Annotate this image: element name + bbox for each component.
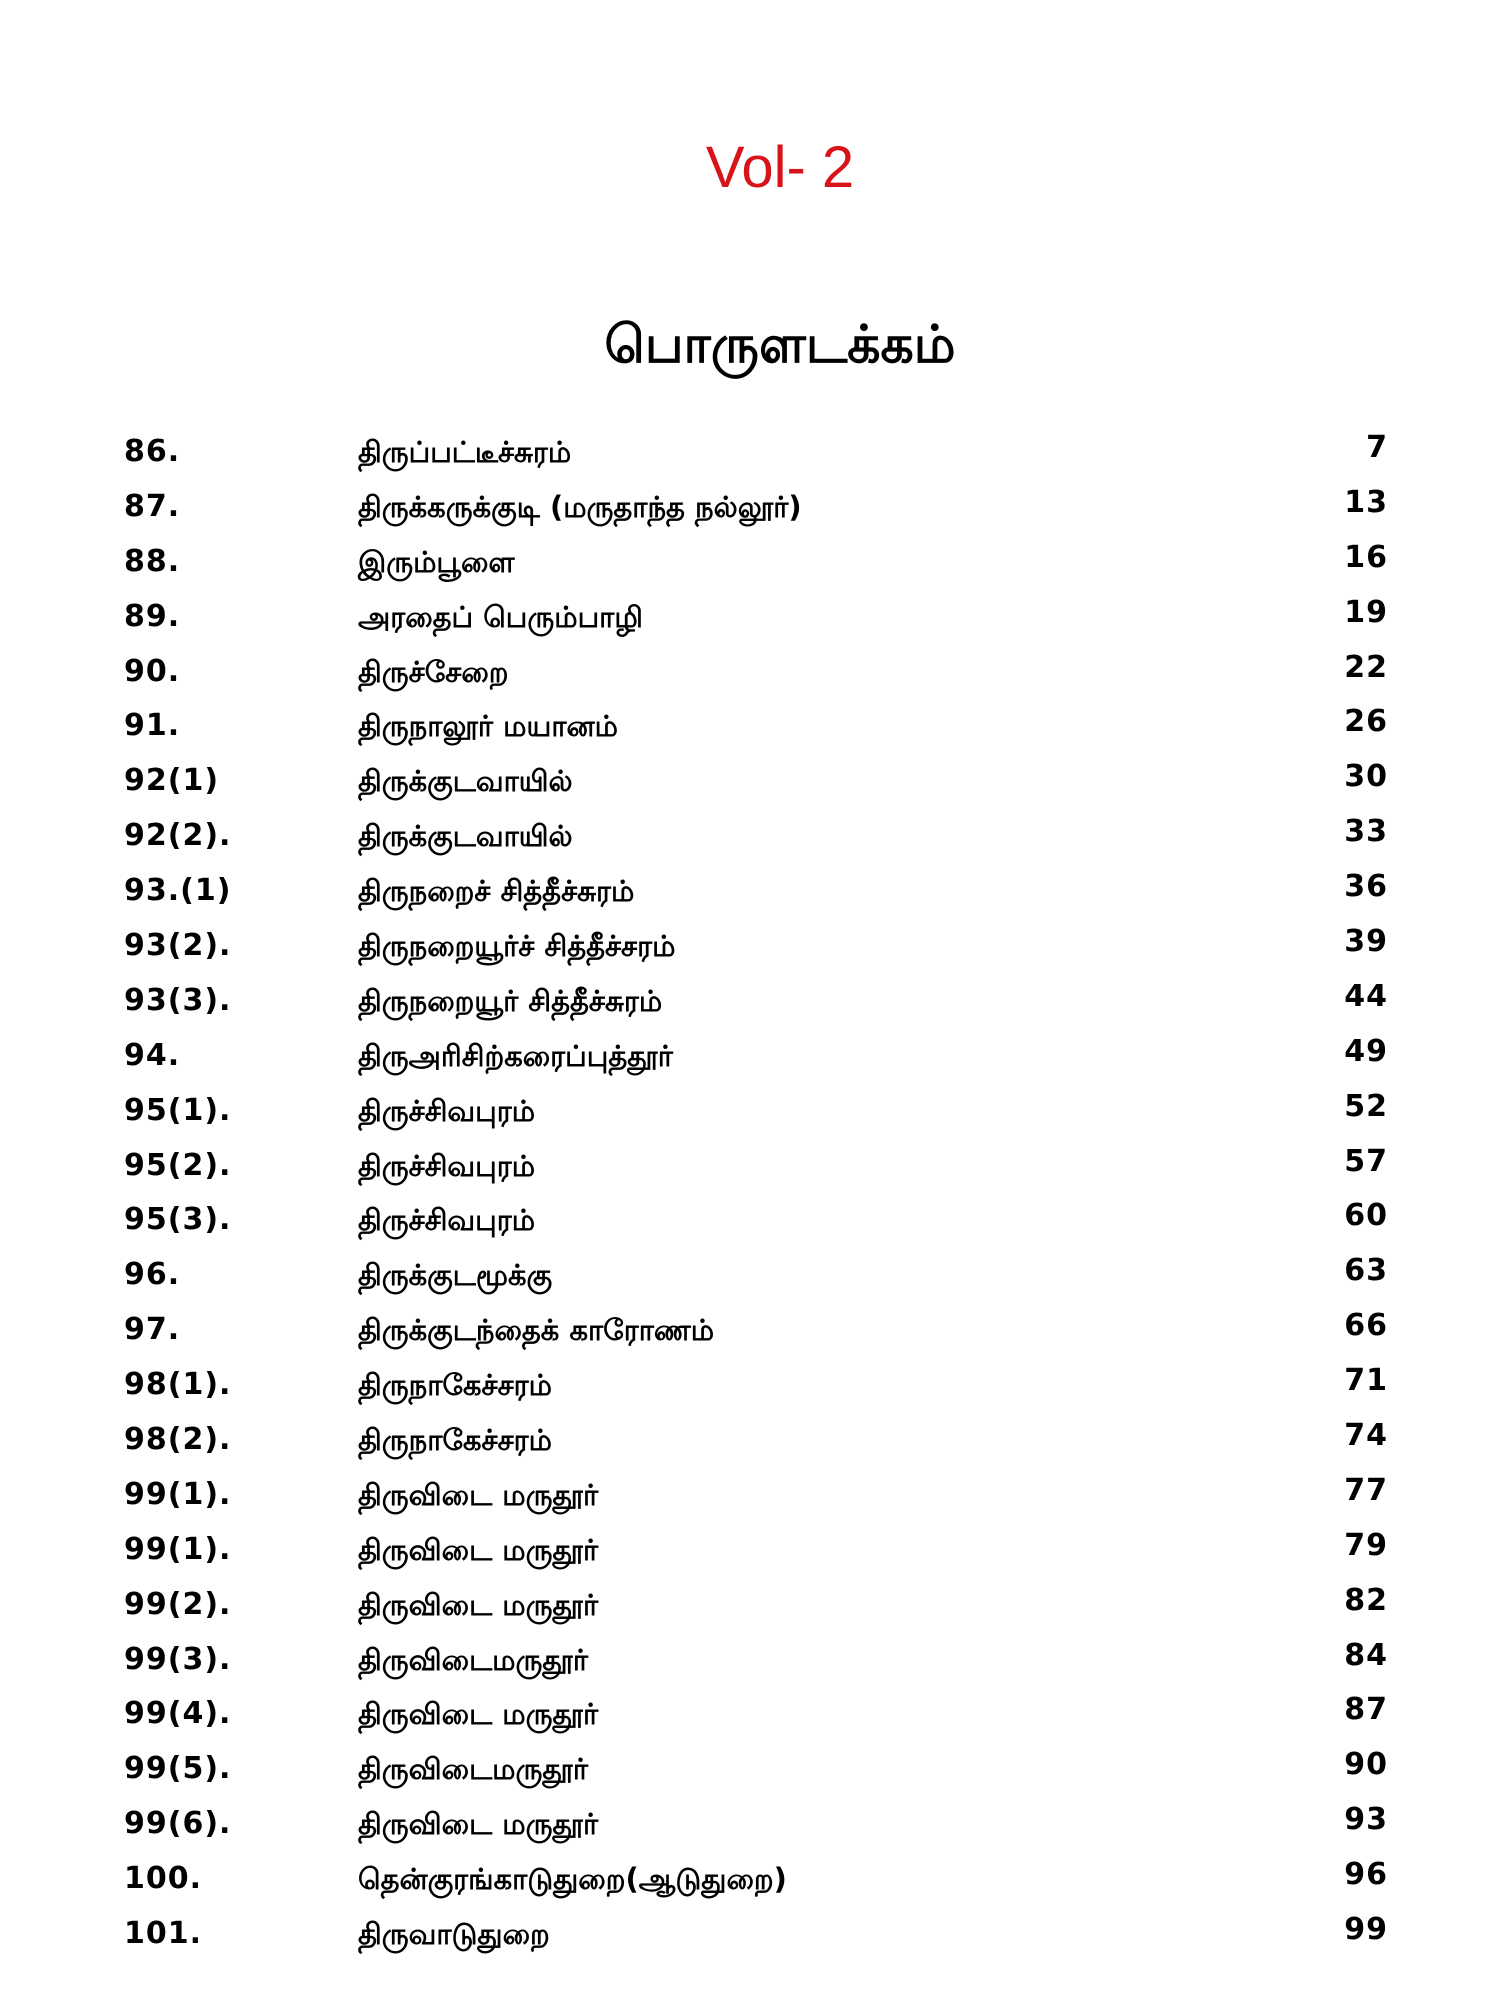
toc-entry-number: 99(4). (124, 1696, 232, 1732)
toc-entry-page: 13 (1344, 484, 1388, 520)
toc-entry-title: திருச்சிவபுரம் (358, 1148, 536, 1183)
toc-entry-title: திருவிடை மருதூர் (358, 1697, 599, 1732)
toc-entry-page: 82 (1344, 1582, 1388, 1618)
toc-entry-number: 93(2). (124, 928, 232, 964)
toc-row (0, 919, 1500, 974)
toc-entry-title: திருவிடை மருதூர் (358, 1477, 599, 1512)
toc-row (0, 809, 1500, 864)
toc-entry-page: 93 (1344, 1802, 1388, 1838)
toc-entry-title: இரும்பூளை (358, 544, 515, 579)
toc-entry-page: 60 (1344, 1198, 1388, 1234)
toc-entry-title: திருக்குடவாயில் (358, 764, 573, 799)
toc-entry-page: 49 (1344, 1033, 1388, 1069)
toc-entry-title: திருவாடுதுறை (358, 1917, 550, 1952)
toc-row (0, 1907, 1500, 1962)
toc-entry-title: திருவிடை மருதூர் (358, 1587, 599, 1622)
toc-entry-page: 90 (1344, 1747, 1388, 1783)
table-of-contents (0, 425, 1500, 1962)
toc-entry-title: திருப்பட்டீச்சுரம் (358, 435, 572, 469)
toc-entry-number: 98(1). (124, 1367, 232, 1403)
toc-row (0, 864, 1500, 919)
toc-entry-page: 99 (1344, 1912, 1388, 1948)
toc-row (0, 1139, 1500, 1194)
toc-entry-number: 92(1) (124, 763, 220, 799)
toc-row (0, 1742, 1500, 1797)
toc-entry-title: திருவிடைமருதூர் (358, 1752, 589, 1787)
toc-row (0, 1193, 1500, 1248)
toc-entry-page: 26 (1344, 704, 1388, 740)
toc-entry-title: திருவிடை மருதூர் (358, 1807, 599, 1842)
toc-entry-page: 16 (1344, 539, 1388, 575)
toc-row (0, 425, 1500, 480)
toc-row (0, 1687, 1500, 1742)
toc-entry-number: 98(2). (124, 1422, 232, 1458)
toc-entry-page: 66 (1344, 1308, 1388, 1344)
toc-entry-title: திருக்குடந்தைக் காரோணம் (358, 1313, 715, 1348)
toc-entry-number: 97. (124, 1312, 181, 1348)
toc-entry-page: 87 (1344, 1692, 1388, 1728)
toc-entry-page: 84 (1344, 1637, 1388, 1673)
toc-entry-page: 33 (1344, 814, 1388, 850)
toc-entry-page: 39 (1344, 924, 1388, 960)
toc-entry-title: திருநறையூர்ச் சித்தீச்சரம் (358, 929, 676, 964)
toc-entry-page: 71 (1344, 1363, 1388, 1399)
toc-entry-title: திருவிடை மருதூர் (358, 1532, 599, 1567)
toc-entry-number: 88. (124, 543, 181, 579)
toc-entry-number: 99(3). (124, 1641, 232, 1677)
toc-entry-number: 99(6). (124, 1806, 232, 1842)
toc-entry-title: திருஅரிசிற்கரைப்புத்தூர் (358, 1038, 673, 1073)
toc-entry-number: 99(5). (124, 1751, 232, 1787)
volume-label: Vol- 2 (705, 135, 855, 200)
toc-entry-number: 99(2). (124, 1586, 232, 1622)
toc-entry-title: திருச்சேறை (358, 654, 509, 689)
toc-entry-page: 96 (1344, 1857, 1388, 1893)
toc-entry-number: 100. (124, 1861, 203, 1897)
toc-row (0, 1303, 1500, 1358)
toc-entry-page: 7 (1366, 430, 1388, 465)
toc-entry-page: 36 (1344, 869, 1388, 905)
toc-entry-title: திருநறைச் சித்தீச்சுரம் (358, 874, 635, 909)
toc-row (0, 1523, 1500, 1578)
toc-row (0, 974, 1500, 1029)
toc-entry-title: திருச்சிவபுரம் (358, 1203, 536, 1238)
toc-row (0, 1578, 1500, 1633)
toc-entry-number: 93(3). (124, 982, 232, 1018)
toc-entry-number: 99(1). (124, 1531, 232, 1567)
toc-row (0, 1029, 1500, 1084)
toc-entry-number: 87. (124, 488, 181, 524)
toc-entry-page: 57 (1344, 1143, 1388, 1179)
toc-entry-page: 30 (1344, 759, 1388, 795)
toc-entry-title: திருவிடைமருதூர் (358, 1642, 589, 1677)
toc-entry-number: 99(1). (124, 1476, 232, 1512)
toc-entry-title: திருநாலூர் மயானம் (358, 709, 618, 744)
toc-entry-number: 96. (124, 1257, 181, 1293)
toc-row (0, 590, 1500, 645)
toc-entry-title: திருச்சிவபுரம் (358, 1093, 536, 1128)
toc-entry-title: திருநறையூர் சித்தீச்சுரம் (358, 983, 663, 1018)
toc-row (0, 535, 1500, 590)
toc-heading: பொருளடக்கம் (604, 315, 956, 375)
toc-row (0, 1358, 1500, 1413)
toc-entry-page: 79 (1344, 1527, 1388, 1563)
toc-entry-title: திருக்கருக்குடி (மருதாந்த நல்லூர்) (358, 489, 802, 524)
toc-entry-title: திருக்குடவாயில் (358, 819, 573, 854)
toc-entry-number: 90. (124, 653, 181, 689)
toc-row (0, 1084, 1500, 1139)
toc-entry-number: 86. (124, 434, 181, 469)
toc-entry-number: 93.(1) (124, 873, 232, 909)
toc-entry-page: 63 (1344, 1253, 1388, 1289)
toc-entry-number: 95(3). (124, 1202, 232, 1238)
toc-row (0, 1797, 1500, 1852)
toc-entry-number: 95(1). (124, 1092, 232, 1128)
toc-entry-title: திருநாகேச்சரம் (358, 1368, 552, 1403)
toc-entry-page: 52 (1344, 1088, 1388, 1124)
toc-entry-number: 95(2). (124, 1147, 232, 1183)
toc-entry-title: தென்குரங்காடுதுறை(ஆடுதுறை) (358, 1862, 787, 1897)
toc-row (0, 754, 1500, 809)
toc-entry-title: திருநாகேச்சரம் (358, 1423, 552, 1458)
toc-entry-number: 101. (124, 1916, 203, 1952)
toc-row (0, 645, 1500, 700)
toc-entry-page: 77 (1344, 1472, 1388, 1508)
toc-entry-page: 22 (1344, 649, 1388, 685)
toc-entry-title: திருக்குடமூக்கு (358, 1258, 553, 1293)
toc-entry-number: 91. (124, 708, 181, 744)
toc-row (0, 699, 1500, 754)
toc-entry-title: அரதைப் பெரும்பாழி (358, 599, 643, 634)
toc-row (0, 1852, 1500, 1907)
toc-entry-number: 92(2). (124, 818, 232, 854)
toc-row (0, 1468, 1500, 1523)
toc-entry-number: 94. (124, 1037, 181, 1073)
toc-row (0, 1633, 1500, 1688)
toc-row (0, 1248, 1500, 1303)
toc-row (0, 480, 1500, 535)
toc-entry-page: 74 (1344, 1418, 1388, 1454)
toc-entry-page: 44 (1344, 978, 1388, 1014)
toc-row (0, 1413, 1500, 1468)
toc-entry-page: 19 (1344, 594, 1388, 630)
toc-entry-number: 89. (124, 598, 181, 634)
